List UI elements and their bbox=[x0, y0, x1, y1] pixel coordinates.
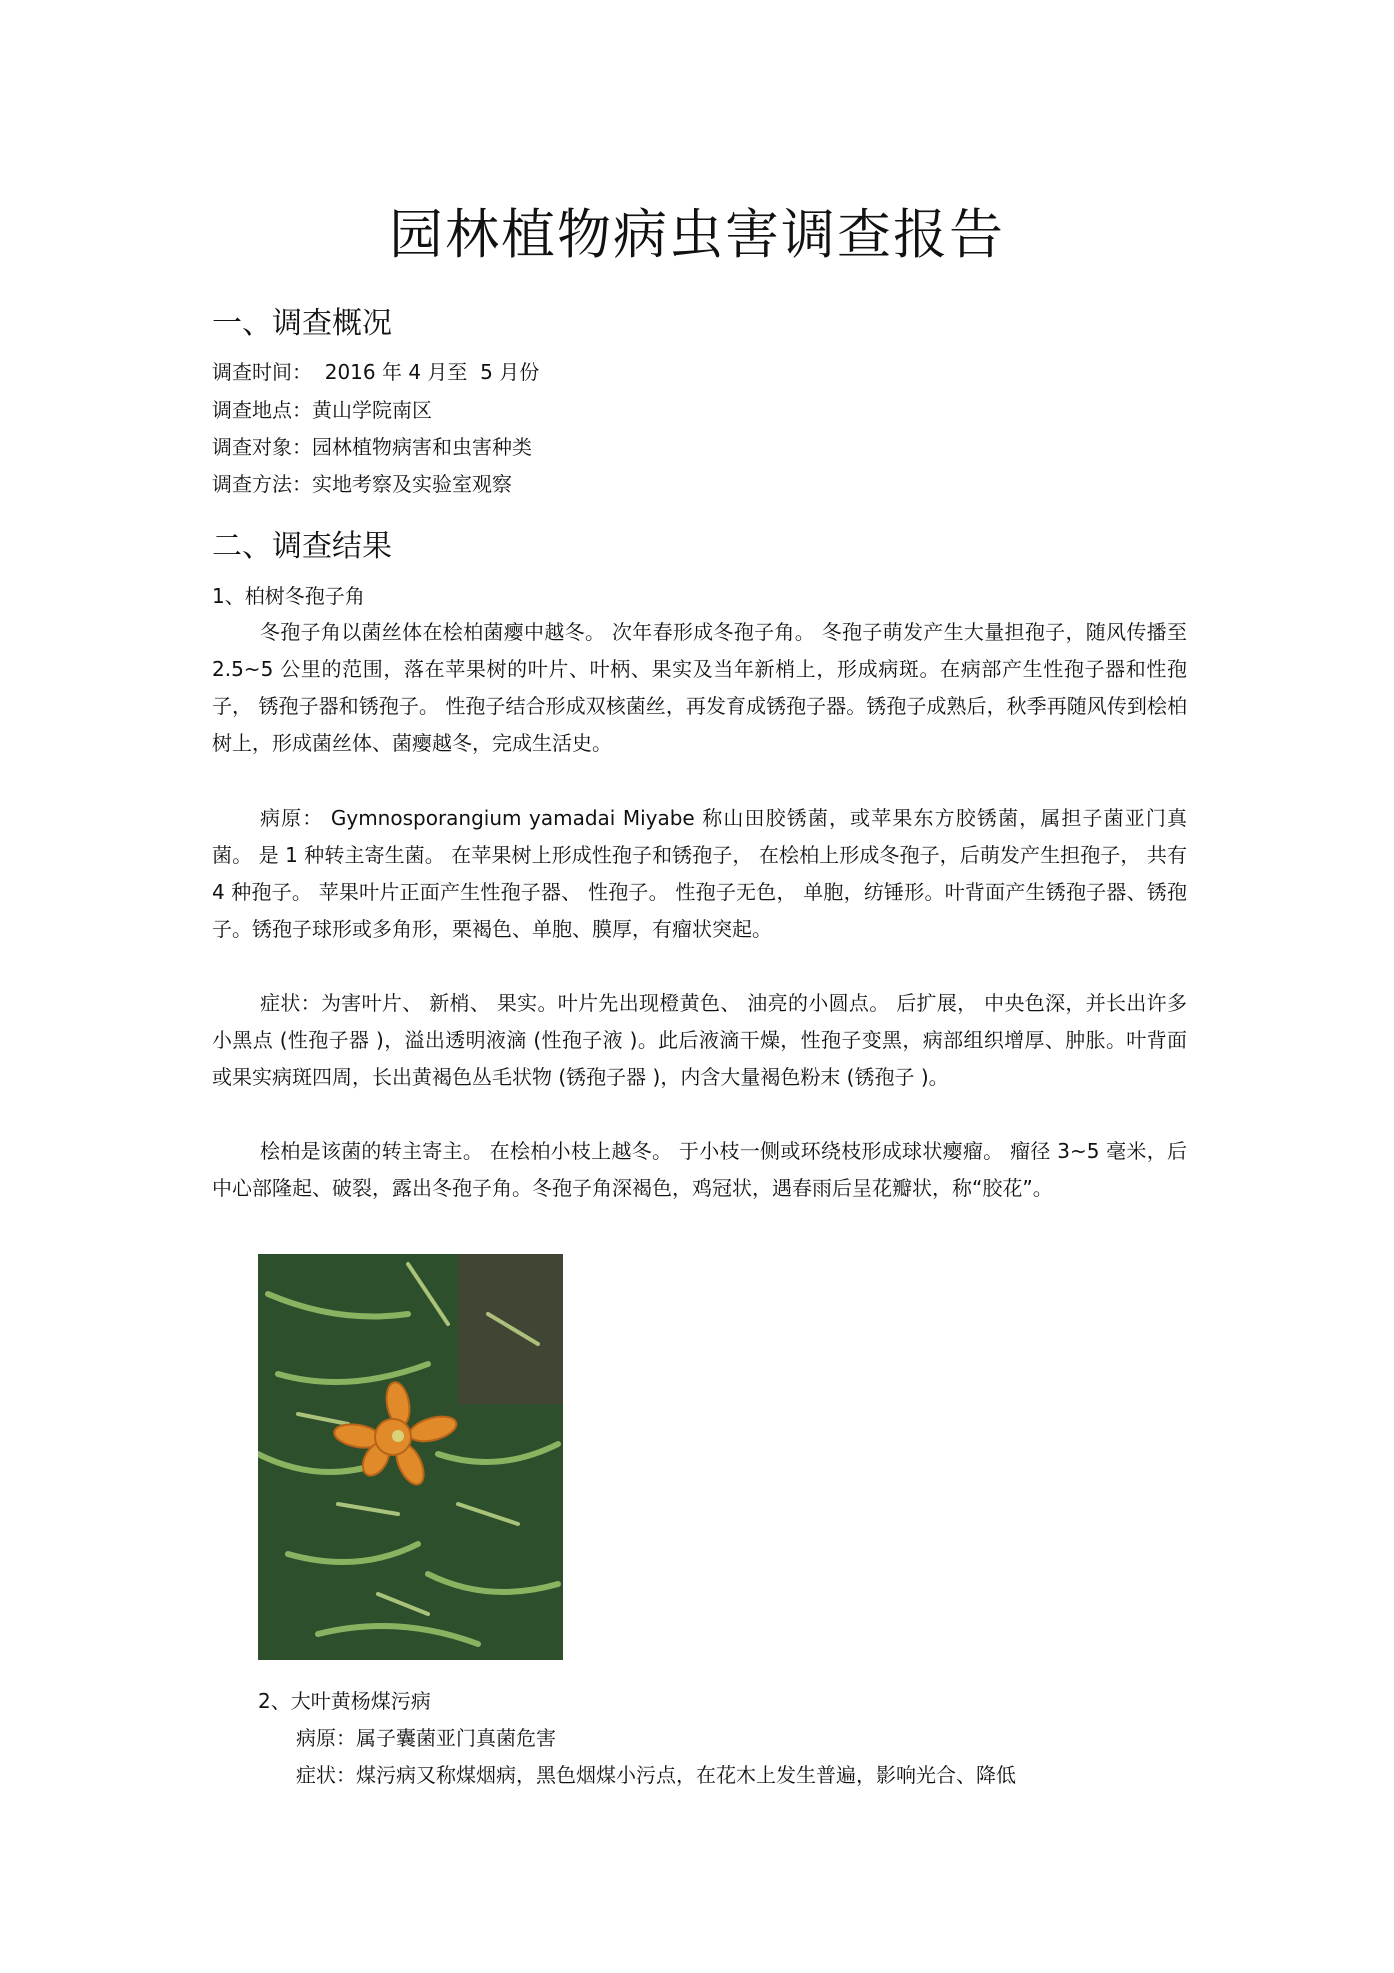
section1-heading: 一、调查概况 bbox=[212, 306, 392, 341]
survey-time: 调查时间： 2016 年 4 月至 5 月份 bbox=[212, 360, 540, 384]
survey-object: 调查对象：园林植物病害和虫害种类 bbox=[212, 435, 532, 459]
item1-paragraph-lifecycle: 冬孢子角以菌丝体在桧柏菌瘿中越冬。 次年春形成冬孢子角。 冬孢子萌发产生大量担孢子，随风传播至 2.5~5 公里的范围，落在苹果树的叶片、叶柄、果实及当年新梢上，形成病斑。在病部产生性孢子器和性孢子， 锈孢子器和锈孢子。 性孢子结合形成双核菌丝，再发育成锈孢子器。锈孢子成熟后，秋季再随风传到桧柏树上，形成菌丝体、菌瘿越冬，完成生活史。 bbox=[212, 620, 1187, 755]
item2-symptom: 症状：煤污病又称煤烟病，黑色烟煤小污点，在花木上发生普遍，影响光合、降低 bbox=[296, 1763, 1016, 1787]
item1-paragraph-host: 桧柏是该菌的转主寄主。 在桧柏小枝上越冬。 于小枝一侧或环绕枝形成球状瘿瘤。 瘤径 3~5 毫米，后中心部隆起、破裂，露出冬孢子角。冬孢子角深褐色，鸡冠状，遇春雨后呈花瓣状，称“胶花”。 bbox=[212, 1139, 1187, 1200]
item2-pathogen: 病原：属子囊菌亚门真菌危害 bbox=[296, 1726, 556, 1750]
item1-paragraph-pathogen: 病原： Gymnosporangium yamadai Miyabe 称山田胶锈菌，或苹果东方胶锈菌，属担子菌亚门真菌。 是 1 种转主寄生菌。 在苹果树上形成性孢子和锈孢子， 在桧柏上形成冬孢子，后萌发产生担孢子， 共有 4 种孢子。 苹果叶片正面产生性孢子器、 性孢子。 性孢子无色， 单胞，纺锤形。叶背面产生锈孢子器、锈孢子。锈孢子球形或多角形，栗褐色、单胞、膜厚，有瘤状突起。 bbox=[212, 806, 1187, 941]
cedar-rust-photo bbox=[258, 1254, 563, 1660]
item1-paragraph-symptom: 症状：为害叶片、 新梢、 果实。叶片先出现橙黄色、 油亮的小圆点。 后扩展， 中央色深，并长出许多小黑点 (性孢子器 )，溢出透明液滴 (性孢子液 )。此后液滴干燥，性孢子变黑，病部组织增厚、肿胀。叶背面或果实病斑四周，长出黄褐色丛毛状物 (锈孢子器 )，内含大量褐色粉末 (锈孢子 )。 bbox=[212, 991, 1187, 1089]
document-title: 园林植物病虫害调查报告 bbox=[389, 203, 1005, 266]
item2-title: 2、大叶黄杨煤污病 bbox=[258, 1689, 431, 1713]
survey-method: 调查方法：实地考察及实验室观察 bbox=[212, 472, 512, 496]
item1-title: 1、柏树冬孢子角 bbox=[212, 584, 365, 608]
section2-heading: 二、调查结果 bbox=[212, 529, 392, 564]
survey-location: 调查地点：黄山学院南区 bbox=[212, 398, 432, 422]
juniper-gall-image bbox=[258, 1254, 563, 1660]
